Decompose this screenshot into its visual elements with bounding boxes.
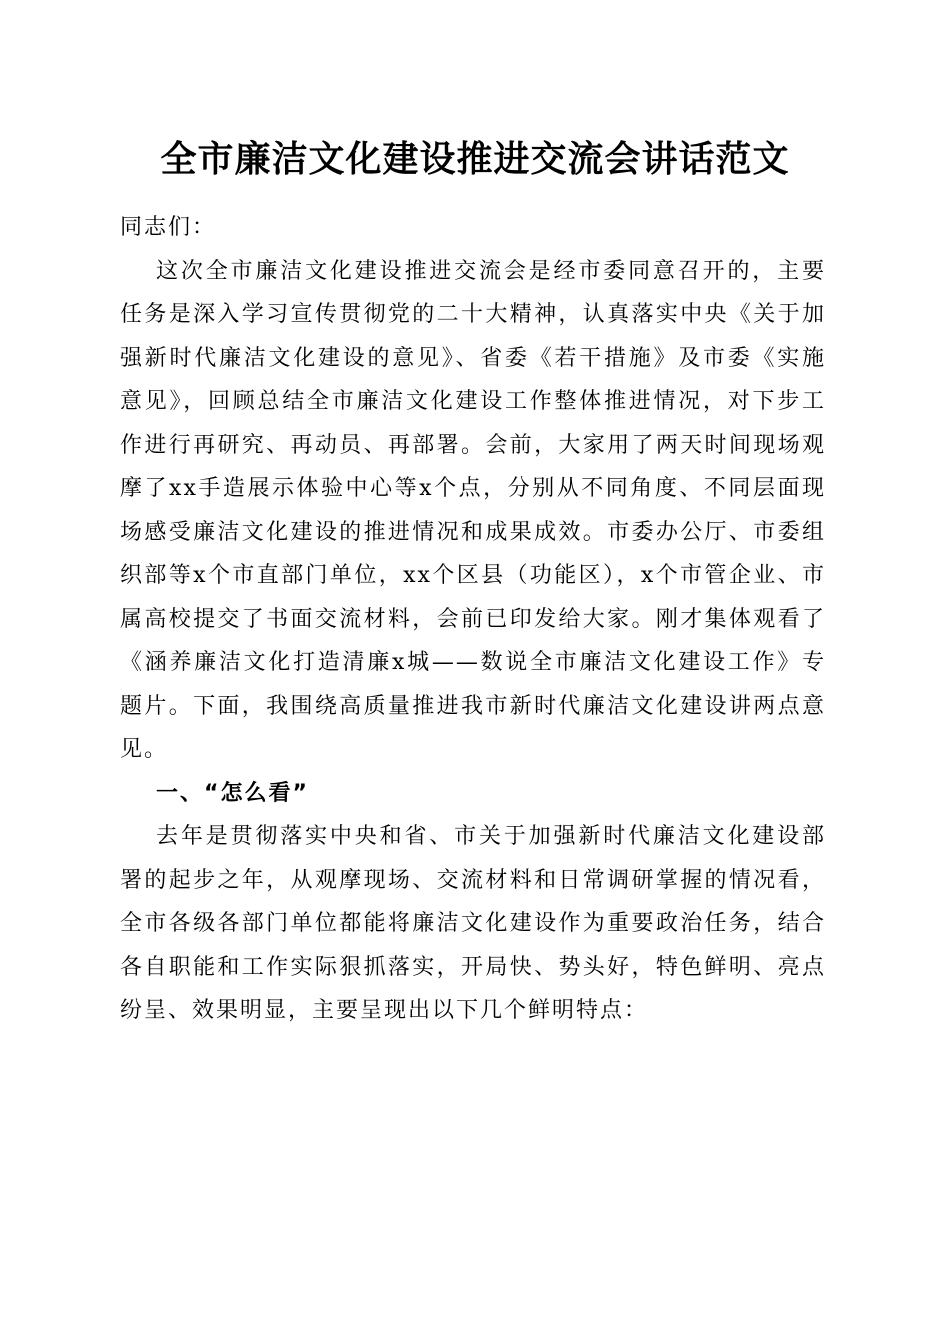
document-body <box>120 206 826 1033</box>
section-paragraph: 去年是贯彻落实中央和省、市关于加强新时代廉洁文化建设部署的起步之年，从观摩现场、交流材料和日常调研掌握的情况看，全市各级各部门单位都能将廉洁文化建设作为重要政治任务，结合各自职能和工作实际狠抓落实，开局快、势头好，特色鲜明、亮点纷呈、效果明显，主要呈现出以下几个鲜明特点： <box>120 824 826 1023</box>
section-heading: 一、“怎么看” <box>156 780 309 806</box>
intro-paragraph: 这次全市廉洁文化建设推进交流会是经市委同意召开的，主要任务是深入学习宣传贯彻党的二十大精神，认真落实中央《关于加强新时代廉洁文化建设的意见》、省委《若干措施》及市委《实施意见》，回顾总结全市廉洁文化建设工作整体推进情况，对下步工作进行再研究、再动员、再部署。会前，大家用了两天时间现场观摩了xx手造展示体验中心等x个点，分别从不同角度、不同层面现场感受廉洁文化建设的推进情况和成果成效。市委办公厅、市委组织部等x个市直部门单位，xx个区县（功能区），x个市管企业、市属高校提交了书面交流材料，会前已印发给大家。刚才集体观看了《涵养廉洁文化打造清廉x城——数说全市廉洁文化建设工作》专题片。下面，我围绕高质量推进我市新时代廉洁文化建设讲两点意见。 <box>120 258 826 762</box>
document-title: 全市廉洁文化建设推进交流会讲话范文 <box>160 138 790 180</box>
salutation: 同志们： <box>120 215 217 240</box>
